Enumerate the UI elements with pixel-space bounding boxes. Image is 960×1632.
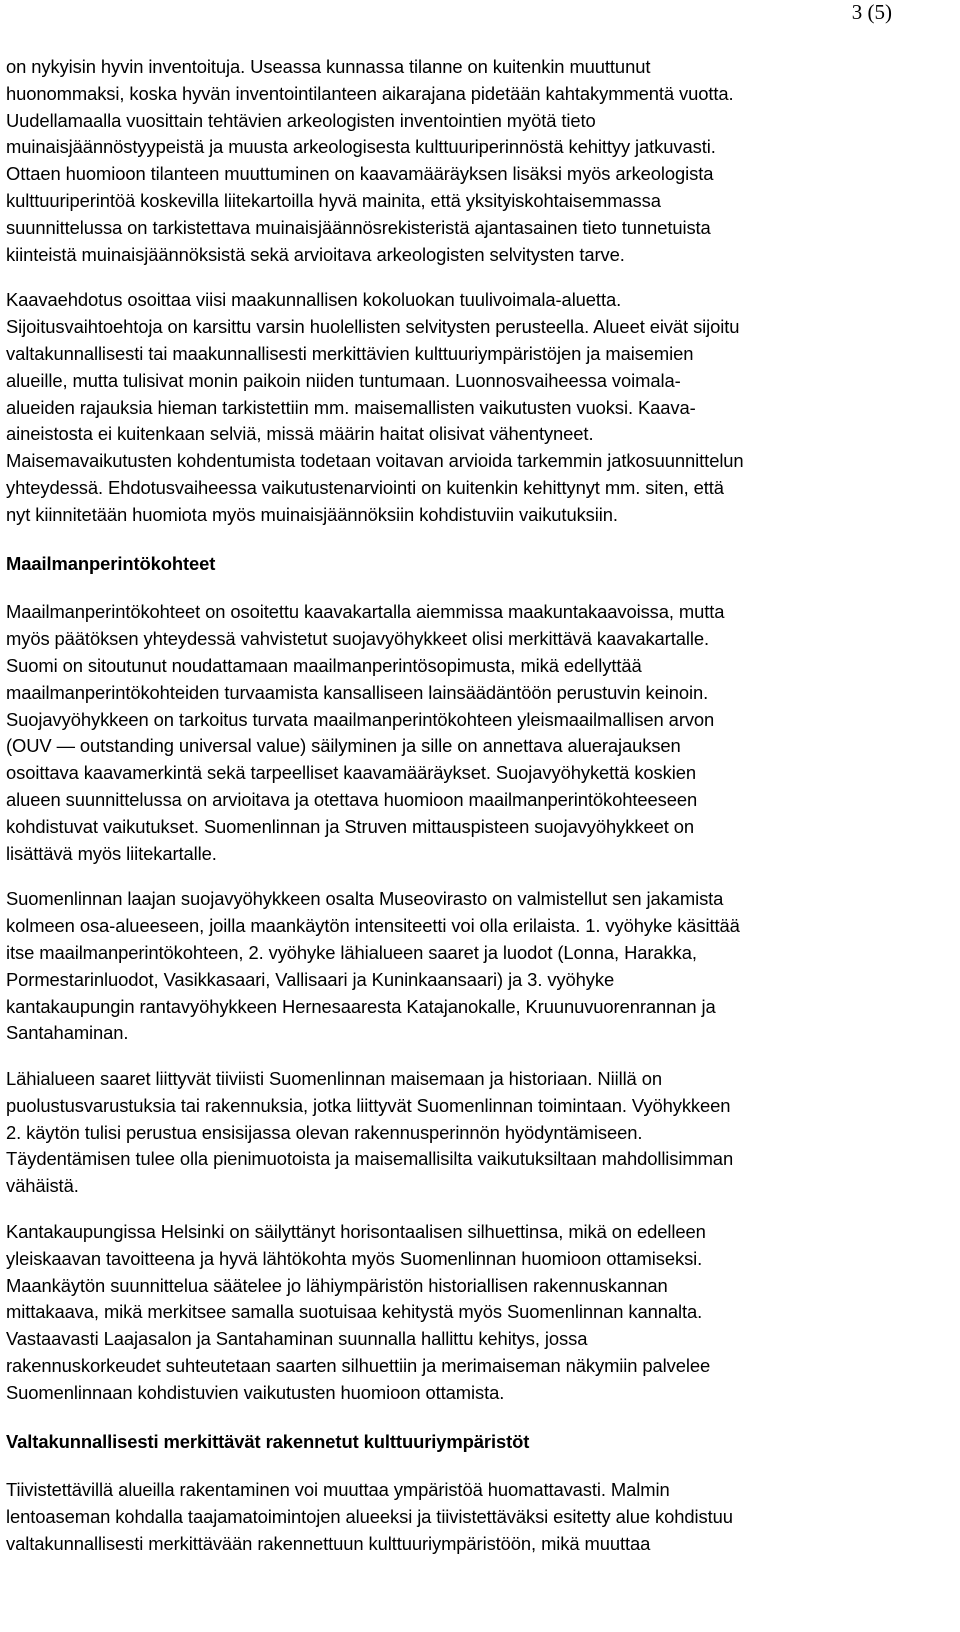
paragraph: Suomenlinnan laajan suojavyöhykkeen osalta Museovirasto on valmistellut sen jakamista kolmeen osa-alueeseen, joilla maankäytön intensiteetti voi olla erilaista. 1. vyöhyke käsittää itse maailmanperintökohteen, 2. vyöhyke lähialueen saaret ja luodot (Lonna, Harakka, Pormestarinluodot, Vasikkasaari, Vallisaari ja Kuninkaansaari) ja 3. vyöhyke kantakaupungin rantavyöhykkeen Hernesaaresta Katajanokalle, Kruunuvuorenrannan ja Santahaminan. (6, 888, 740, 1044)
paragraph: Lähialueen saaret liittyvät tiiviisti Suomenlinnan maisemaan ja historiaan. Niillä on puolustusvarustuksia tai rakennuksia, jotka liittyvät Suomenlinnan toimintaan. Vyöhykkeen 2. käytön tulisi perustua ensisijassa olevan rakennusperinnön hyödyntämiseen. Täydentämisen tulee olla pienimuotoista ja maisemallisilta vaikutuksiltaan mahdollisimman vähäistä. (6, 1068, 734, 1197)
paragraph: Maailmanperintökohteet on osoitettu kaavakartalla aiemmissa maakuntakaavoissa, mutta myös päätöksen yhteydessä vahvistetut suojavyöhykkeet olisi merkittävä kaavakartalle. Suomi on sitoutunut noudattamaan maailmanperintösopimusta, mikä edellyttää maailmanperintökohteiden turvaamista kansalliseen lainsäädäntöön perustuvin keinoin. Suojavyöhykkeen on tarkoitus turvata maailmanperintökohteen yleismaailmallisen arvon (OUV — outstanding universal value) säilyminen ja sille on annettava aluerajauksen osoittava kaavamerkintä sekä tarpeelliset kaavamääräykset. Suojavyöhykettä koskien alueen suunnittelussa on arvioitava ja otettava huomioon maailmanperintökohteeseen kohdistuvat vaikutukset. Suomenlinnan ja Struven mittauspisteen suojavyöhykkeet on lisättävä myös liitekartalle. (6, 601, 725, 864)
section-heading-maailmanperintokohteet: Maailmanperintökohteet (6, 552, 216, 574)
paragraph: Kaavaehdotus osoittaa viisi maakunnallisen kokoluokan tuulivoimala-aluetta. Sijoitusvaihtoehtoja on karsittu varsin huolellisten selvitysten perusteella. Alueet eivät sijoitu valtakunnallisesti tai maakunnallisesti merkittävien kulttuuriympäristöjen ja maisemien alueille, mutta tulisivat monin paikoin niiden tuntumaan. Luonnosvaiheessa voimala- alueiden rajauksia hieman tarkistettiin mm. maisemallisten vaikutusten vuoksi. Kaava- aineistosta ei kuitenkaan selviä, missä määrin haitat olisivat vähentyneet. Maisemavaikutusten kohdentumista todetaan voitavan arvioida tarkemmin jatkosuunnittelun yhteydessä. Ehdotusvaiheessa vaikutustenarviointi on kuitenkin kehittynyt mm. siten, että nyt kiinnitetään huomiota myös muinaisjäännöksiin kohdistuviin vaikutuksiin. (6, 289, 744, 525)
document-body (6, 54, 960, 1558)
paragraph: on nykyisin hyvin inventoituja. Useassa kunnassa tilanne on kuitenkin muuttunut huonommaksi, koska hyvän inventointilanteen aikarajana pidetään kahtakymmentä vuotta. Uudellamaalla vuosittain tehtävien arkeologisten inventointien myötä tieto muinaisjäännöstyypeistä ja muusta arkeologisesta kulttuuriperinnöstä kehittyy jatkuvasti. Ottaen huomioon tilanteen muuttuminen on kaavamääräyksen lisäksi myös arkeologista kulttuuriperintöä koskevilla liitekartoilla hyvä mainita, että yksityiskohtaisemmassa suunnittelussa on tarkistettava muinaisjäännösrekisteristä ajantasainen tieto tunnetuista kiinteistä muinaisjäännöksistä sekä arvioitava arkeologisten selvitysten tarve. (6, 56, 734, 265)
paragraph: Tiivistettävillä alueilla rakentaminen voi muuttaa ympäristöä huomattavasti. Malmin lentoaseman kohdalla taajamatoimintojen alueeksi ja tiivistettäväksi esitetty alue kohdistuu valtakunnallisesti merkittävään rakennettuun kulttuuriympäristöön, mikä muuttaa (6, 1479, 733, 1555)
paragraph: Kantakaupungissa Helsinki on säilyttänyt horisontaalisen silhuettinsa, mikä on edelleen yleiskaavan tavoitteena ja hyvä lähtökohta myös Suomenlinnan huomioon ottamiseksi. Maankäytön suunnittelua säätelee jo lähiympäristön historiallisen rakennuskannan mittakaava, mikä merkitsee samalla suotuisaa kehitystä myös Suomenlinnan kannalta. Vastaavasti Laajasalon ja Santahaminan suunnalla hallittu kehitys, jossa rakennuskorkeudet suhteutetaan saarten silhuettiin ja merimaiseman näkymiin palvelee Suomenlinnaan kohdistuvien vaikutusten huomioon ottamista. (6, 1221, 711, 1403)
section-heading-kulttuuriymparistot: Valtakunnallisesti merkittävät rakennetut kulttuuriympäristöt (6, 1430, 530, 1452)
page-number: 3 (5) (851, 0, 892, 24)
